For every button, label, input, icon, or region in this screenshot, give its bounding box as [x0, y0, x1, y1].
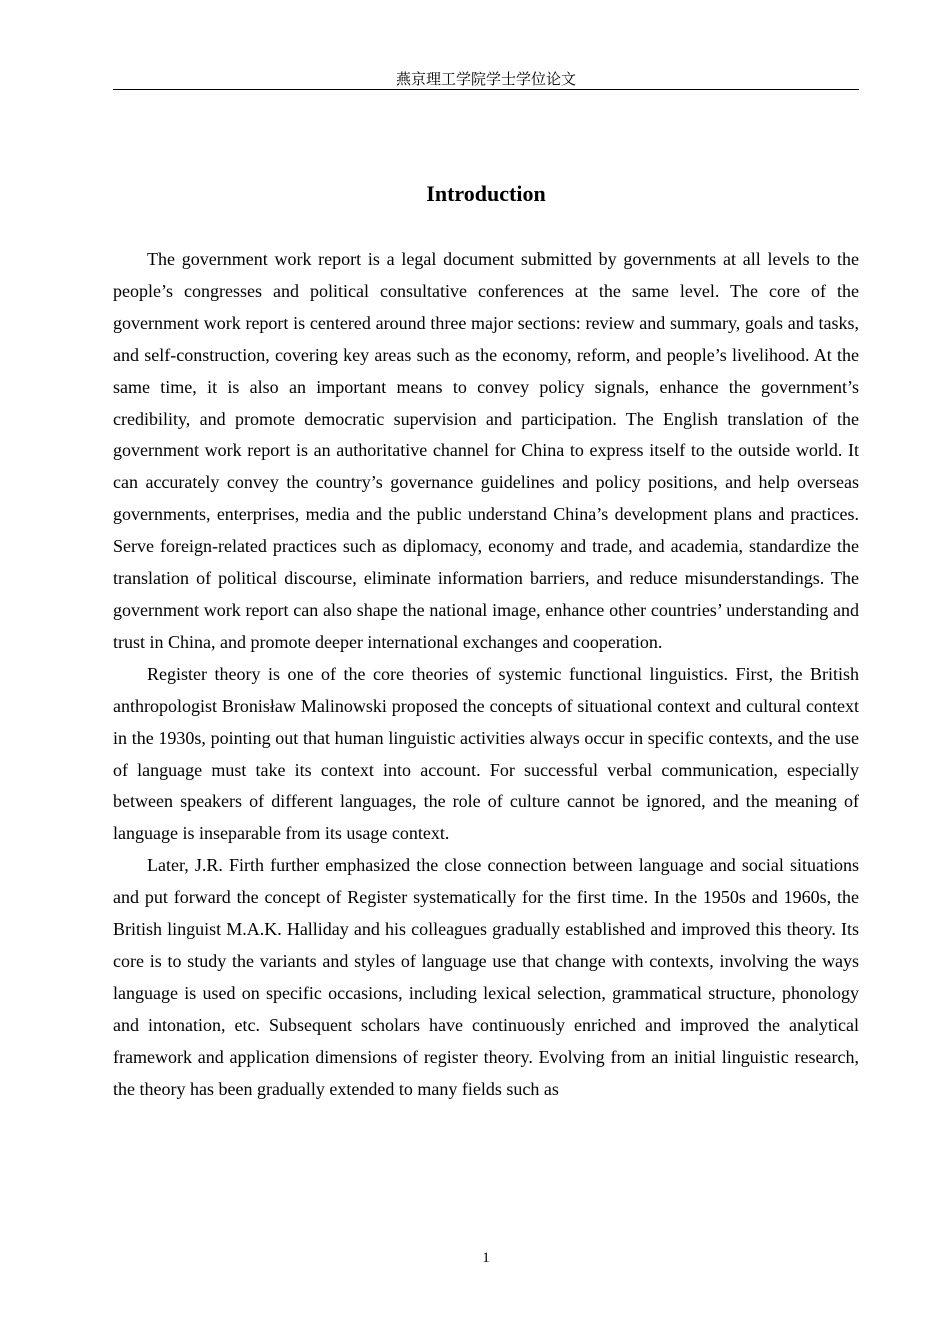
- section-title: Introduction: [426, 181, 546, 206]
- running-header: 燕京理工学院学士学位论文: [395, 70, 576, 88]
- paragraph: Register theory is one of the core theories of systemic functional linguistics. First, the British anthropologist Bronisław Malinowski proposed the concepts of situational context and cultural context in the 1930s, pointing out that human linguistic activities always occur in specific contexts, and the use of language must take its context into account. For successful verbal communication, especially between speakers of different languages, the role of culture cannot be ignored, and the meaning of language is inseparable from its usage context.: [113, 663, 859, 844]
- paragraph: The government work report is a legal document submitted by governments at all levels to the people’s congresses and political consultative conferences at the same level. The core of the government work report is centered around three major sections: review and summary, goals and tasks, and self-construction, covering key areas such as the economy, reform, and people’s livelihood. At the same time, it is also an important means to convey policy signals, enhance the government’s credibility, and promote democratic supervision and participation. The English translation of the government work report is an authoritative channel for China to express itself to the outside world. It can accurately convey the country’s governance guidelines and policy positions, and help overseas governments, enterprises, media and the public understand China’s development plans and practices. Serve foreign-related practices such as diplomacy, economy and trade, and academia, standardize the translation of political discourse, eliminate information barriers, and reduce misunderstandings. The government work report can also shape the national image, enhance other countries’ understanding and trust in China, and promote deeper international exchanges and cooperation.: [113, 249, 859, 652]
- body-text: [113, 244, 859, 1105]
- page-number: 1: [482, 1250, 490, 1266]
- header-rule: [113, 89, 859, 90]
- paragraph: Later, J.R. Firth further emphasized the close connection between language and social situations and put forward the concept of Register systematically for the first time. In the 1950s and 1960s, the British linguist M.A.K. Halliday and his colleagues gradually established and improved this theory. Its core is to study the variants and styles of language use that change with contexts, involving the ways language is used on specific occasions, including lexical selection, grammatical structure, phonology and intonation, etc. Subsequent scholars have continuously enriched and improved the analytical framework and application dimensions of register theory. Evolving from an initial linguistic research, the theory has been gradually extended to many fields such as: [113, 855, 859, 1099]
